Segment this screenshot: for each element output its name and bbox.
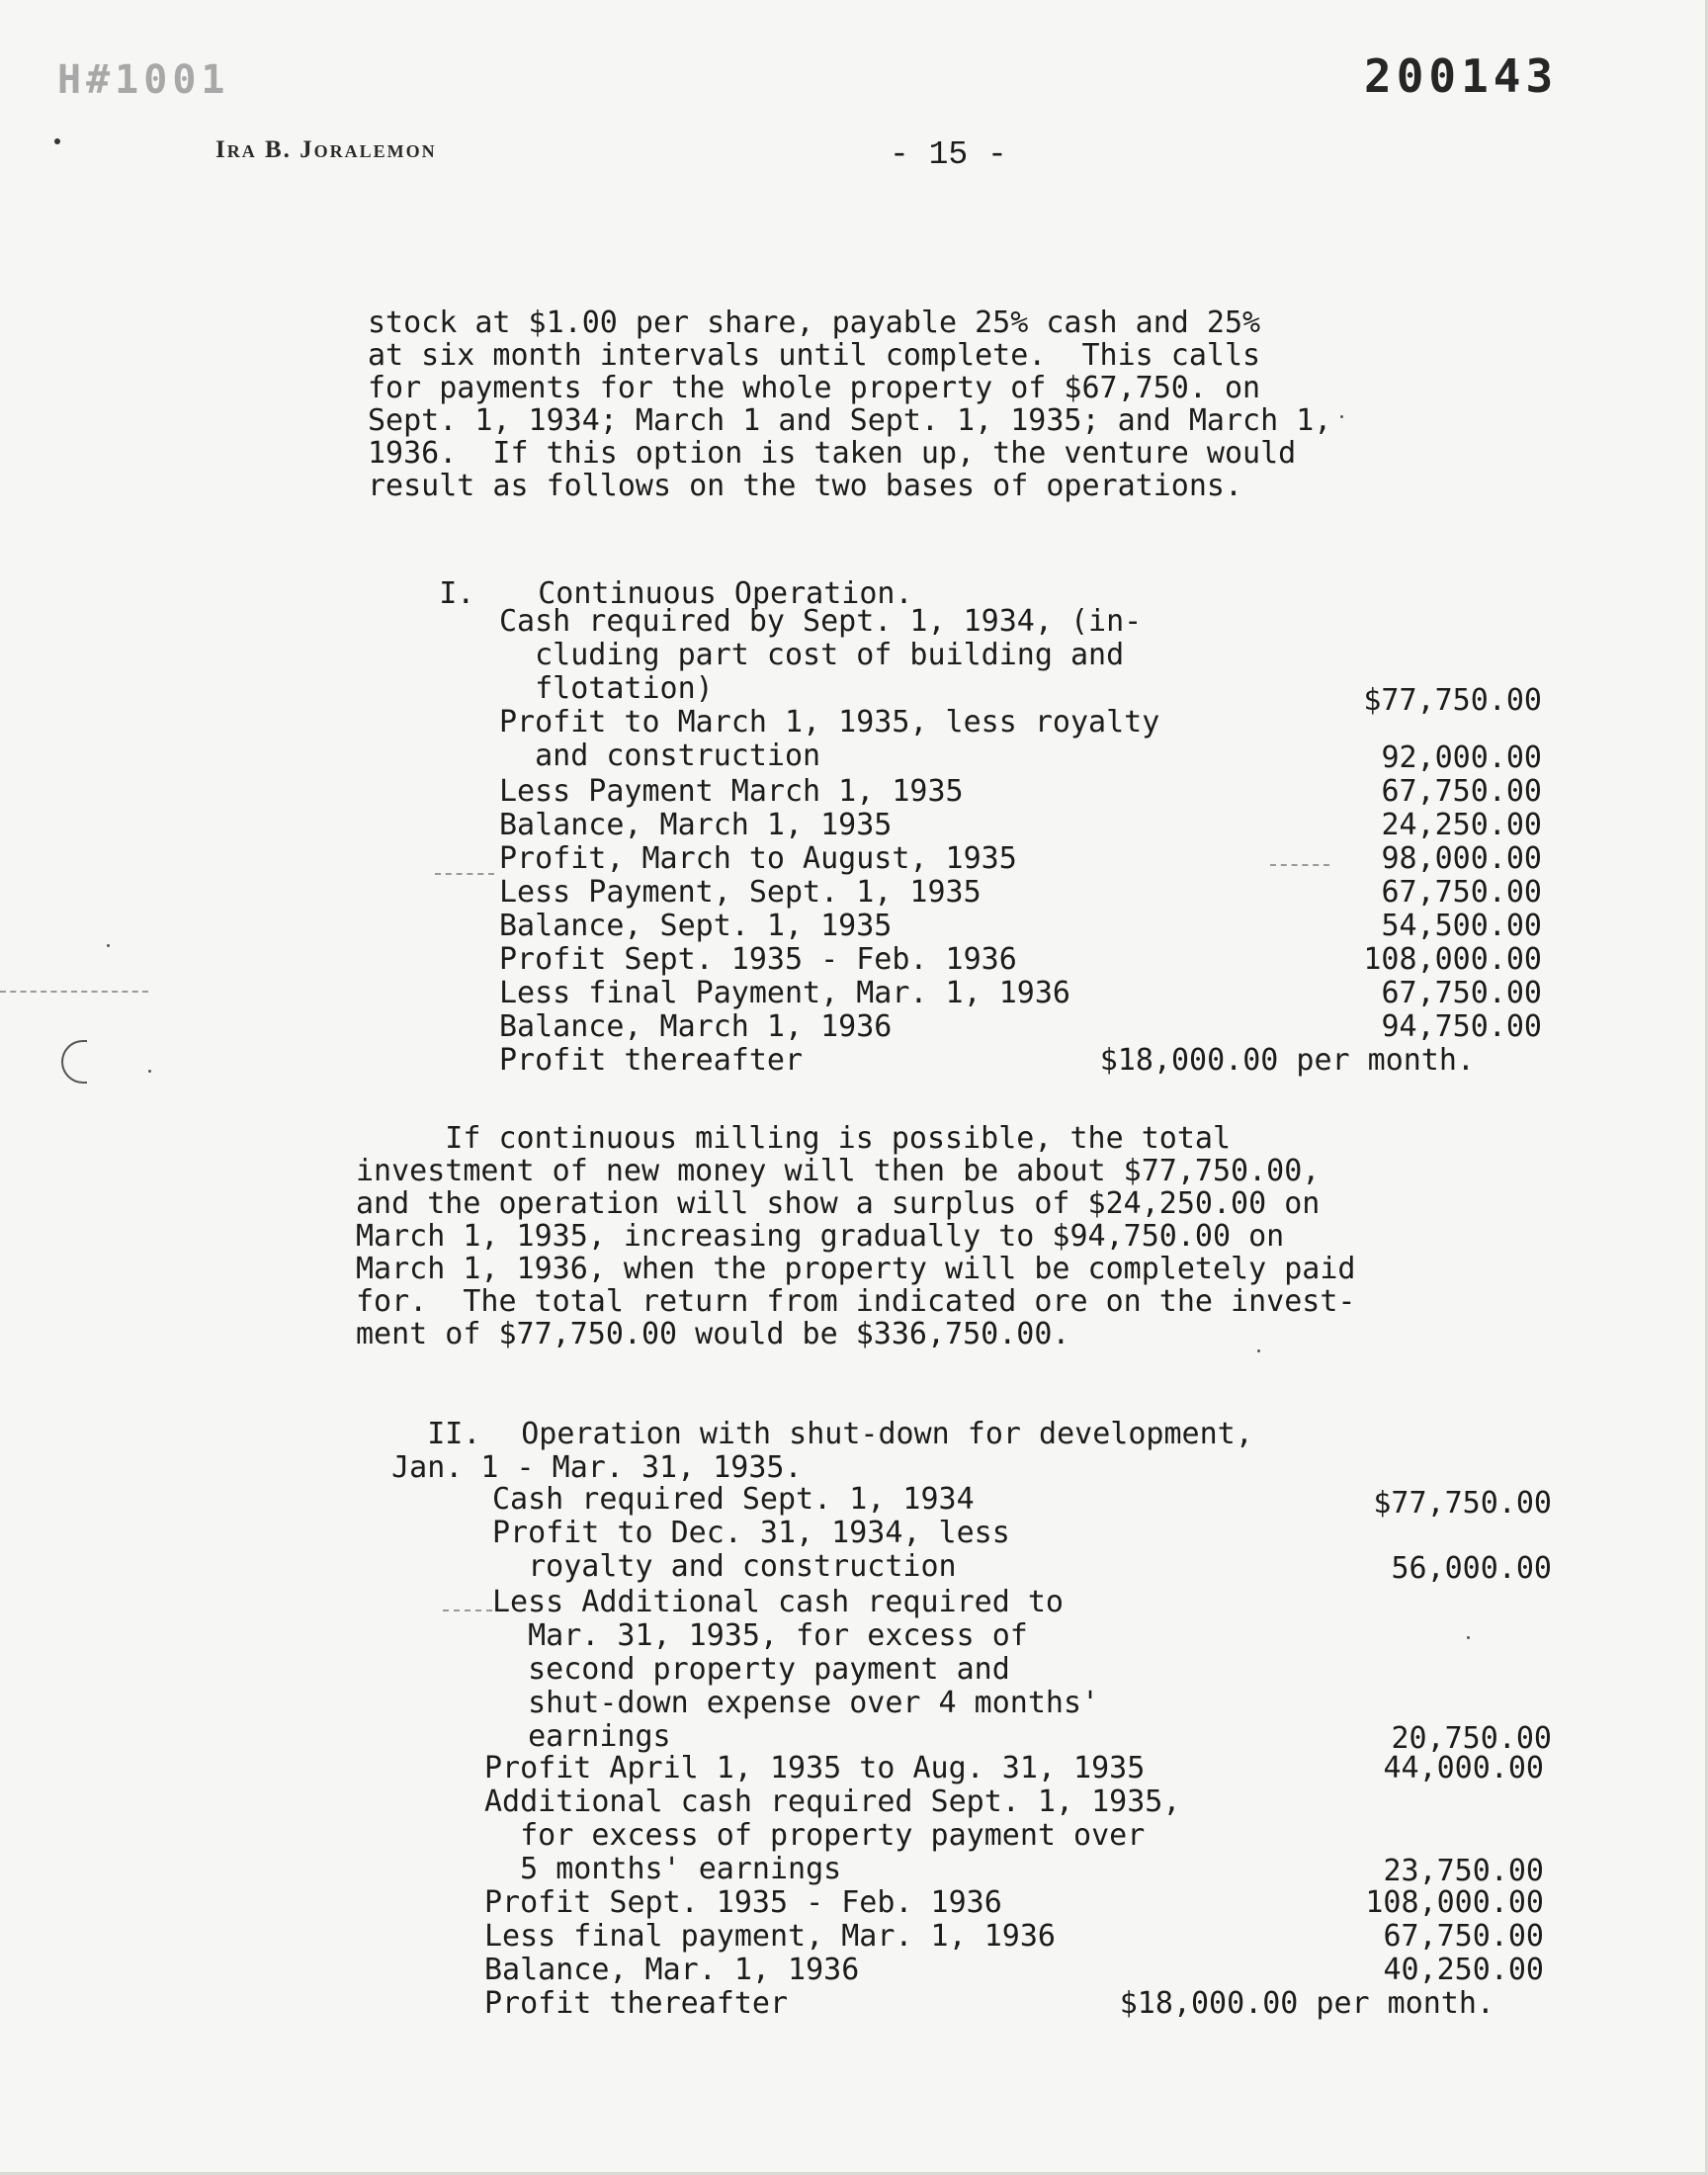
ledger-row-label: Profit Sept. 1935 - Feb. 1936 [484, 1885, 1002, 1920]
ledger-row-label: Balance, March 1, 1935 [499, 808, 893, 842]
ledger-row-value: 23,750.00 [1383, 1854, 1544, 1888]
section-1-numeral: I. [439, 576, 475, 611]
section-2-title: Operation with shut-down for development, Jan. 1 - Mar. 31, 1935. [391, 1417, 1253, 1485]
scan-artifact-line [0, 991, 148, 993]
ledger-row-label: Balance, March 1, 1936 [499, 1009, 893, 1044]
ledger-row-label: Additional cash required Sept. 1, 1935, for excess of property payment over 5 months' earnings [484, 1784, 1181, 1886]
ledger-row-label: Balance, Mar. 1, 1936 [484, 1953, 860, 1987]
ledger-row-label: Profit thereafter [499, 1043, 804, 1078]
document-number: 200143 [1364, 49, 1559, 103]
author-letterhead: Ira B. Joralemon [215, 136, 437, 163]
ledger-row-label: Less final Payment, Mar. 1, 1936 [499, 976, 1070, 1010]
ledger-row-value: 108,000.00 [1363, 942, 1542, 977]
ledger-row-value: 67,750.00 [1381, 875, 1542, 910]
middle-paragraph: If continuous milling is possible, the total investment of new money will then be about $77,750.00, and the operation will show a surplus of $24,250.00 on March 1, 1935, increasing gradually to $94,750.00 on March 1, 1936, when the property will be completely paid for. The total return from indicated ore on the invest- ment of $77,750.00 would be $336,750.00. [356, 1121, 1356, 1351]
ledger-row-value: 40,250.00 [1383, 1953, 1544, 1987]
ledger-row-value: $18,000.00 per month. [1119, 1986, 1494, 2021]
ledger-row-value: 108,000.00 [1365, 1885, 1544, 1920]
scan-speck [1257, 1349, 1260, 1352]
section-2-ledger [484, 1483, 1552, 2037]
ledger-row-value: 56,000.00 [1391, 1551, 1552, 1586]
ledger-row-label: Profit Sept. 1935 - Feb. 1936 [499, 942, 1017, 977]
ledger-row-value: $77,750.00 [1363, 683, 1542, 718]
page-number: - 15 - [890, 136, 1007, 173]
ledger-row-label: Balance, Sept. 1, 1935 [499, 909, 893, 943]
ledger-row-label: Less Additional cash required to Mar. 31, 1935, for excess of second property payment and shut-down expense over 4 months' earnings [492, 1585, 1100, 1754]
section-1-ledger [499, 605, 1542, 1099]
ledger-row-label: Profit thereafter [484, 1986, 789, 2021]
binder-hole-mark [61, 1040, 87, 1084]
ledger-row-label: Cash required by Sept. 1, 1934, (in- cluding part cost of building and flotation) [499, 604, 1143, 706]
scan-speck [148, 1070, 151, 1073]
scan-speck [1340, 415, 1343, 418]
ledger-row-label: Profit to Dec. 31, 1934, less royalty and construction [492, 1516, 1010, 1584]
scan-speck [107, 944, 110, 947]
ledger-row-label: Less Payment March 1, 1935 [499, 774, 964, 809]
ledger-row-label: Less final payment, Mar. 1, 1936 [484, 1919, 1056, 1954]
ledger-row-value: 20,750.00 [1391, 1721, 1552, 1756]
ledger-row-value: $18,000.00 per month. [1099, 1043, 1475, 1078]
scan-artifact-line [443, 1610, 492, 1611]
section-1-title: Continuous Operation. [538, 576, 913, 611]
ledger-row-value: 92,000.00 [1381, 740, 1542, 775]
ledger-row-value: 24,250.00 [1381, 808, 1542, 842]
ledger-row-value: 44,000.00 [1383, 1751, 1544, 1785]
intro-paragraph: stock at $1.00 per share, payable 25% cash and 25% at six month intervals until complete. This calls for payments for the whole property of $67,750. on Sept. 1, 1934; March 1 and Sept. 1, 1935; and March 1, 1936. If this option is taken up, the venture would result as follows on the two bases of operations. [368, 305, 1332, 503]
ledger-row-label: Profit to March 1, 1935, less royalty and construction [499, 705, 1160, 773]
margin-dot [54, 138, 60, 144]
section-2-numeral: II. [427, 1417, 481, 1451]
ledger-row-label: Cash required Sept. 1, 1934 [492, 1482, 975, 1517]
ledger-row-value: $77,750.00 [1373, 1486, 1552, 1521]
ledger-row-value: 94,750.00 [1381, 1009, 1542, 1044]
file-stamp: H#1001 [57, 57, 230, 103]
ledger-row-value: 54,500.00 [1381, 909, 1542, 943]
ledger-row-value: 67,750.00 [1381, 774, 1542, 809]
scan-artifact-line [1270, 864, 1329, 866]
scan-speck [1467, 1636, 1470, 1639]
ledger-row-value: 67,750.00 [1381, 976, 1542, 1010]
ledger-row-label: Profit, March to August, 1935 [499, 841, 1017, 876]
ledger-row-label: Less Payment, Sept. 1, 1935 [499, 875, 982, 910]
ledger-row-value: 67,750.00 [1383, 1919, 1544, 1954]
ledger-row-label: Profit April 1, 1935 to Aug. 31, 1935 [484, 1751, 1146, 1785]
ledger-row-value: 98,000.00 [1381, 841, 1542, 876]
scan-artifact-line [435, 873, 494, 875]
